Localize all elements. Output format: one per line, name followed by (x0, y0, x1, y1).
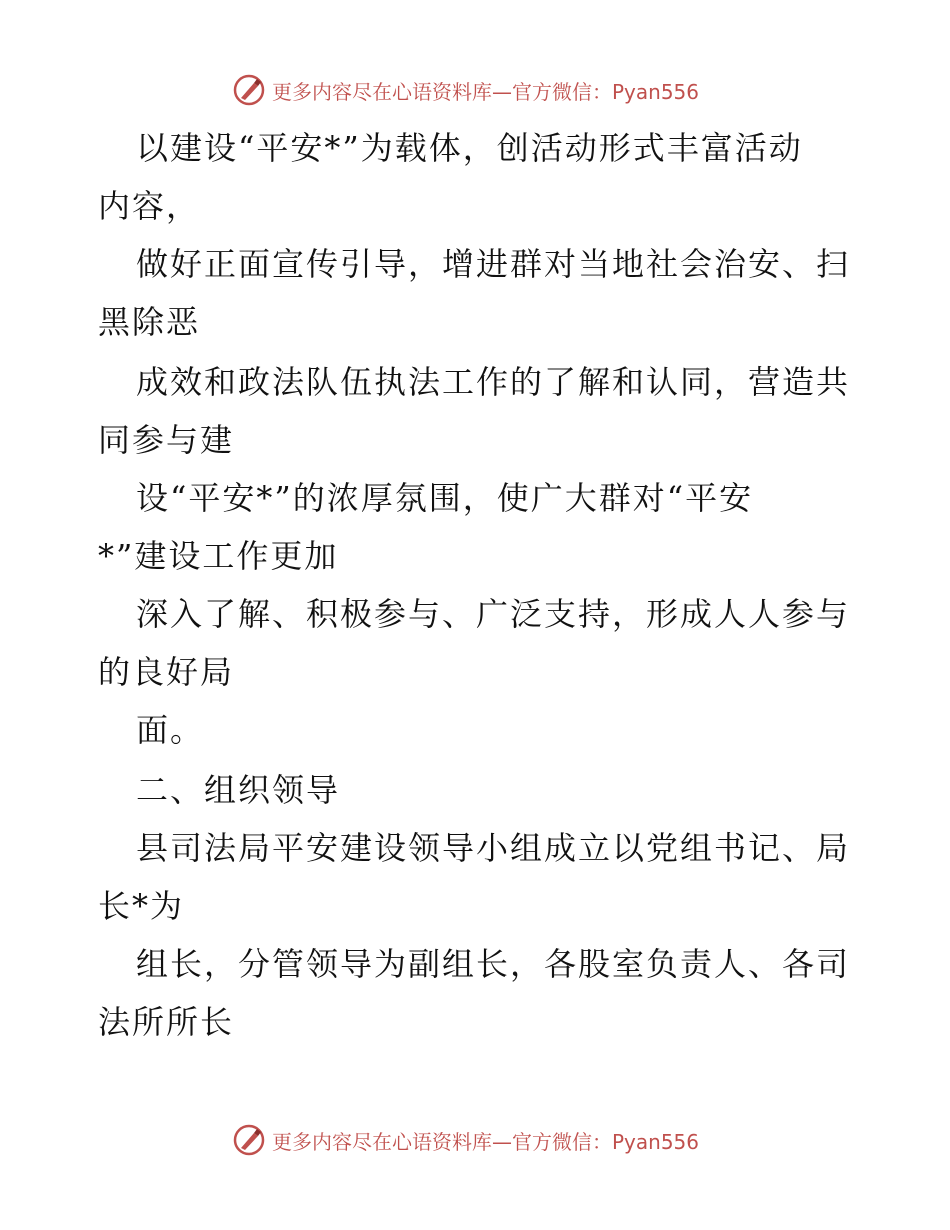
body-line: 成效和政法队伍执法工作的了解和认同，营造共 (136, 363, 851, 401)
body-line: *”建设工作更加 (98, 537, 339, 575)
body-line: 县司法局平安建设领导小组成立以党组书记、局 (136, 829, 851, 867)
body-line: 组长，分管领导为副组长，各股室负责人、各司 (136, 945, 851, 983)
body-line: 设“平安*”的浓厚氛围，使广大群对“平安 (136, 479, 754, 517)
footer-banner-text: 更多内容尽在心语资料库—官方微信：Pyan556 (272, 1129, 700, 1154)
body-line: 黑除恶 (98, 303, 201, 341)
section-heading: 二、组织领导 (136, 771, 341, 809)
pen-logo-icon (232, 1123, 266, 1157)
body-line: 同参与建 (98, 421, 235, 459)
body-line: 法所所长 (98, 1003, 235, 1041)
body-line: 做好正面宣传引导，增进群对当地社会治安、扫 (136, 245, 851, 283)
body-line: 以建设“平安*”为载体，创活动形式丰富活动 (136, 129, 803, 167)
footer-banner (232, 1122, 732, 1158)
body-line: 面。 (136, 711, 205, 749)
body-line: 深入了解、积极参与、广泛支持，形成人人参与 (136, 595, 851, 633)
body-line: 内容， (98, 187, 201, 225)
body-line: 的良好局 (98, 653, 235, 691)
body-line: 长*为 (98, 887, 185, 925)
header-banner-text: 更多内容尽在心语资料库—官方微信：Pyan556 (272, 79, 700, 104)
